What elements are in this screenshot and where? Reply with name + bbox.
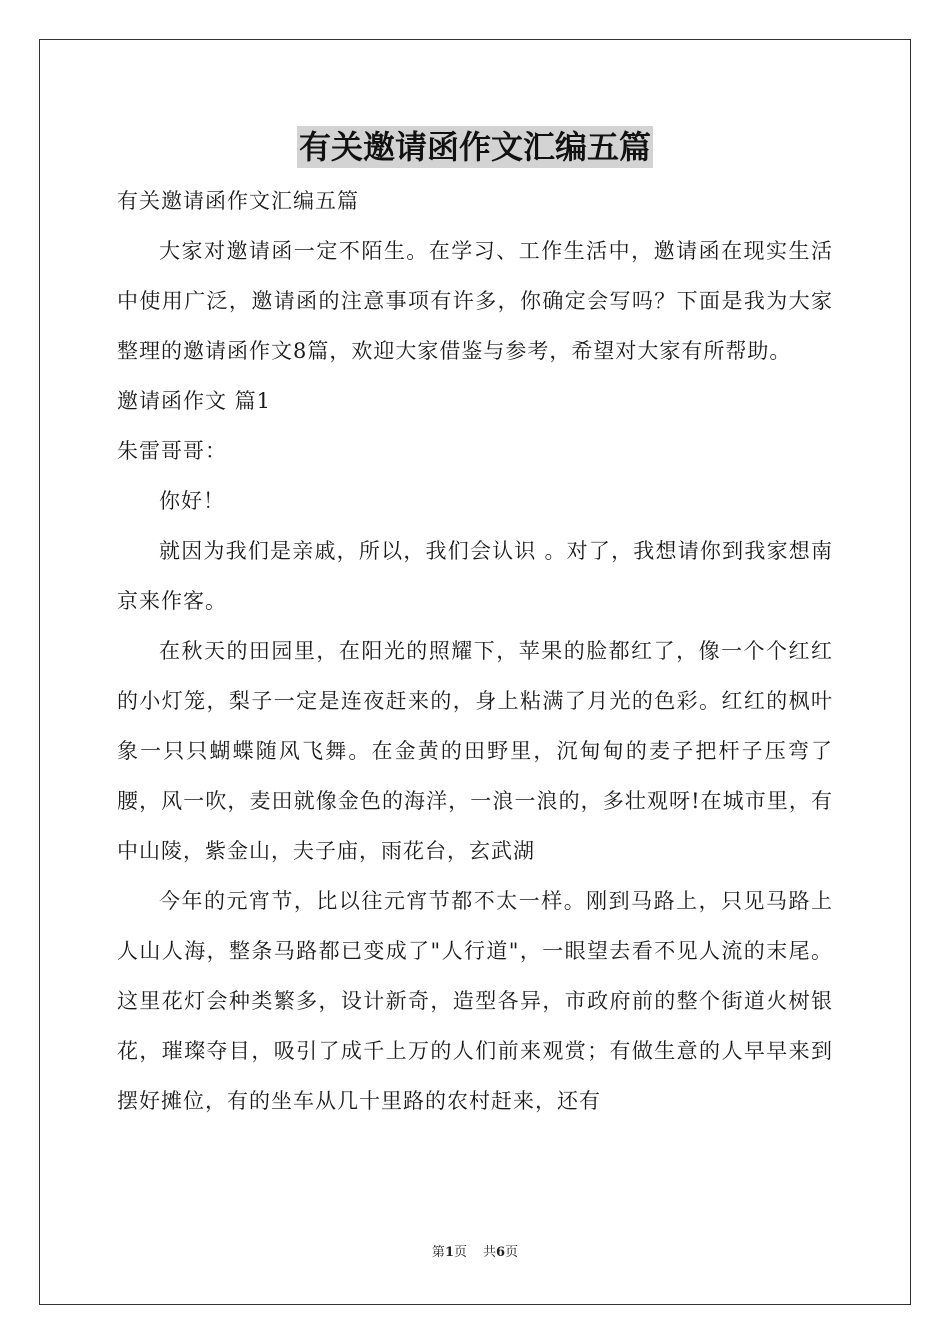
page-footer (0, 1244, 950, 1262)
paragraph-intro: 大家对邀请函一定不陌生。在学习、工作生活中，邀请函在现实生活中使用广泛，邀请函的注意事项有许多，你确定会写吗？下面是我为大家整理的邀请函作文8篇，欢迎大家借鉴与参考，希望对大家有所帮助。 (117, 239, 833, 363)
footer-total-prefix: 共 (483, 1245, 497, 1260)
footer-page-total: 6 (496, 1245, 506, 1260)
title-wrap (117, 118, 833, 176)
paragraph-lantern-festival: 今年的元宵节，比以往元宵节都不太一样。刚到马路上，只见马路上人山人海，整条马路都已变成了"人行道"，一眼望去看不见人流的末尾。这里花灯会种类繁多，设计新奇，造型各异，市政府前的整个街道火树银花，璀璨夺目，吸引了成千上万的人们前来观赏；有做生意的人早早来到摆好摊位，有的坐车从几十里路的农村赶来，还有 (117, 889, 833, 1113)
footer-page-current: 1 (444, 1245, 454, 1260)
paragraph-autumn: 在秋天的田园里，在阳光的照耀下，苹果的脸都红了，像一个个红红的小灯笼，梨子一定是连夜赶来的，身上粘满了月光的色彩。红红的枫叶象一只只蝴蝶随风飞舞。在金黄的田野里，沉甸甸的麦子把杆子压弯了腰，风一吹，麦田就像金色的海洋，一浪一浪的，多壮观呀!在城市里，有中山陵，紫金山，夫子庙，雨花台，玄武湖 (117, 639, 833, 863)
paragraph-salutation: 朱雷哥哥： (117, 439, 227, 463)
document-body (117, 118, 833, 1126)
footer-page-suffix: 页 (453, 1245, 467, 1260)
paragraph-invitation: 就因为我们是亲戚，所以，我们会认识 。对了，我想请你到我家想南京来作客。 (117, 539, 833, 613)
document-title: 有关邀请函作文汇编五篇 (298, 128, 651, 166)
footer-page-prefix: 第 (431, 1245, 445, 1260)
footer-total-suffix: 页 (505, 1245, 519, 1260)
paragraph-greeting: 你好！ (159, 489, 225, 513)
paragraph-section-heading: 邀请函作文 篇1 (117, 389, 272, 413)
paragraph-subtitle: 有关邀请函作文汇编五篇 (117, 189, 359, 213)
